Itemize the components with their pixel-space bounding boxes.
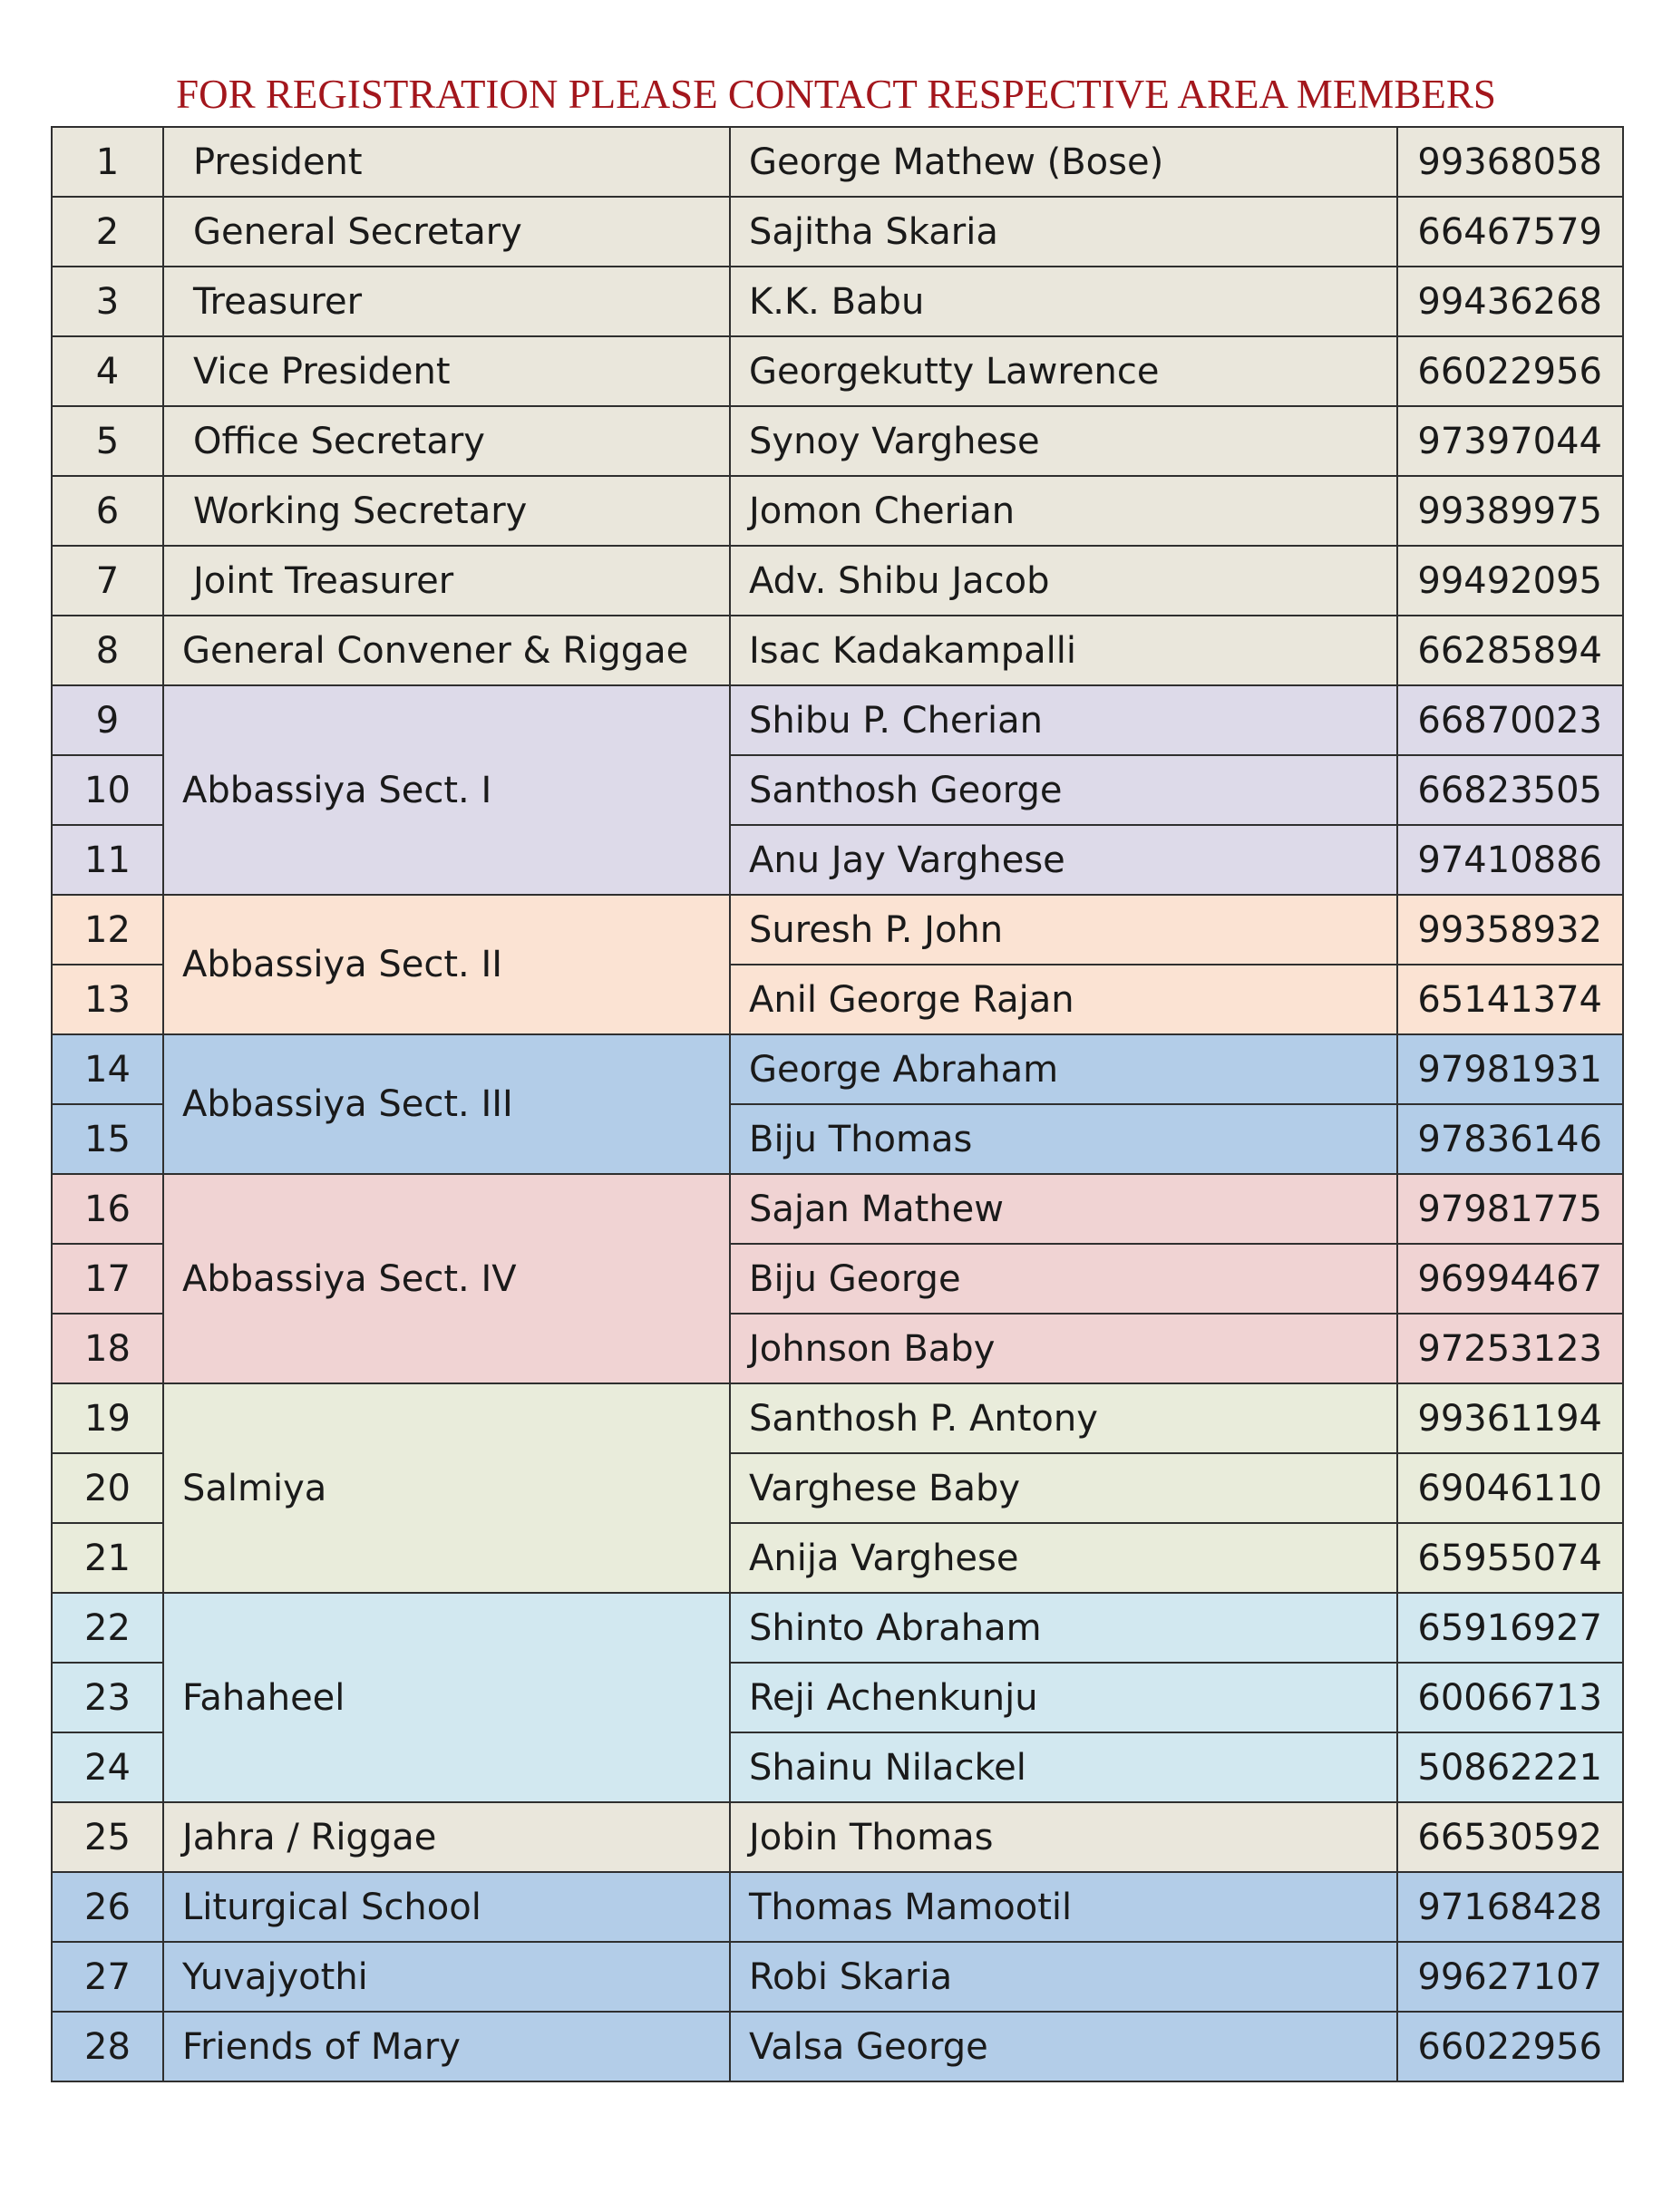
phone-number-cell: 60066713 <box>1397 1663 1623 1732</box>
member-name-cell: George Mathew (Bose) <box>730 127 1397 197</box>
member-name-cell: Adv. Shibu Jacob <box>730 546 1397 616</box>
phone-number-cell: 66823505 <box>1397 755 1623 825</box>
table-row <box>52 1034 1623 1104</box>
role-area-cell: Abbassiya Sect. IV <box>163 1174 730 1383</box>
role-area-cell: Treasurer <box>163 267 730 336</box>
phone-number-cell: 66467579 <box>1397 197 1623 267</box>
serial-number-cell: 10 <box>52 755 163 825</box>
role-area-cell: Vice President <box>163 336 730 406</box>
table-row <box>52 1383 1623 1453</box>
member-name-cell: Santhosh P. Antony <box>730 1383 1397 1453</box>
serial-number-cell: 1 <box>52 127 163 197</box>
member-name-cell: Biju George <box>730 1244 1397 1314</box>
member-name-cell: Shainu Nilackel <box>730 1732 1397 1802</box>
table-row <box>52 1593 1623 1663</box>
member-name-cell: Reji Achenkunju <box>730 1663 1397 1732</box>
member-name-cell: Santhosh George <box>730 755 1397 825</box>
serial-number-cell: 19 <box>52 1383 163 1453</box>
phone-number-cell: 65916927 <box>1397 1593 1623 1663</box>
phone-number-cell: 99436268 <box>1397 267 1623 336</box>
phone-number-cell: 50862221 <box>1397 1732 1623 1802</box>
phone-number-cell: 66530592 <box>1397 1802 1623 1872</box>
serial-number-cell: 2 <box>52 197 163 267</box>
table-row <box>52 127 1623 197</box>
serial-number-cell: 9 <box>52 685 163 755</box>
member-name-cell: Shibu P. Cherian <box>730 685 1397 755</box>
role-area-cell: Jahra / Riggae <box>163 1802 730 1872</box>
phone-number-cell: 97836146 <box>1397 1104 1623 1174</box>
serial-number-cell: 5 <box>52 406 163 476</box>
phone-number-cell: 66022956 <box>1397 2012 1623 2081</box>
serial-number-cell: 27 <box>52 1942 163 2012</box>
phone-number-cell: 66870023 <box>1397 685 1623 755</box>
serial-number-cell: 4 <box>52 336 163 406</box>
role-area-cell: Fahaheel <box>163 1593 730 1802</box>
member-name-cell: Thomas Mamootil <box>730 1872 1397 1942</box>
member-name-cell: Jomon Cherian <box>730 476 1397 546</box>
phone-number-cell: 97410886 <box>1397 825 1623 895</box>
serial-number-cell: 7 <box>52 546 163 616</box>
phone-number-cell: 66285894 <box>1397 616 1623 685</box>
member-name-cell: Sajitha Skaria <box>730 197 1397 267</box>
phone-number-cell: 99368058 <box>1397 127 1623 197</box>
serial-number-cell: 22 <box>52 1593 163 1663</box>
member-name-cell: Anil George Rajan <box>730 965 1397 1034</box>
phone-number-cell: 65955074 <box>1397 1523 1623 1593</box>
member-name-cell: George Abraham <box>730 1034 1397 1104</box>
member-name-cell: Anu Jay Varghese <box>730 825 1397 895</box>
member-name-cell: Synoy Varghese <box>730 406 1397 476</box>
table-row <box>52 406 1623 476</box>
phone-number-cell: 99627107 <box>1397 1942 1623 2012</box>
table-row <box>52 197 1623 267</box>
role-area-cell: Working Secretary <box>163 476 730 546</box>
page-title: FOR REGISTRATION PLEASE CONTACT RESPECTIVE AREA MEMBERS <box>176 72 1496 117</box>
member-name-cell: Sajan Mathew <box>730 1174 1397 1244</box>
serial-number-cell: 8 <box>52 616 163 685</box>
role-area-cell: Salmiya <box>163 1383 730 1593</box>
phone-number-cell: 97981931 <box>1397 1034 1623 1104</box>
role-area-cell: General Convener & Riggae <box>163 616 730 685</box>
member-name-cell: Robi Skaria <box>730 1942 1397 2012</box>
phone-number-cell: 99492095 <box>1397 546 1623 616</box>
member-name-cell: Georgekutty Lawrence <box>730 336 1397 406</box>
role-area-cell: Liturgical School <box>163 1872 730 1942</box>
role-area-cell: Abbassiya Sect. III <box>163 1034 730 1174</box>
phone-number-cell: 97253123 <box>1397 1314 1623 1383</box>
phone-number-cell: 66022956 <box>1397 336 1623 406</box>
serial-number-cell: 14 <box>52 1034 163 1104</box>
serial-number-cell: 16 <box>52 1174 163 1244</box>
table-row <box>52 476 1623 546</box>
serial-number-cell: 20 <box>52 1453 163 1523</box>
role-area-cell: Abbassiya Sect. I <box>163 685 730 895</box>
phone-number-cell: 97981775 <box>1397 1174 1623 1244</box>
phone-number-cell: 99361194 <box>1397 1383 1623 1453</box>
member-name-cell: Shinto Abraham <box>730 1593 1397 1663</box>
table-row <box>52 267 1623 336</box>
serial-number-cell: 12 <box>52 895 163 965</box>
serial-number-cell: 11 <box>52 825 163 895</box>
phone-number-cell: 99389975 <box>1397 476 1623 546</box>
serial-number-cell: 17 <box>52 1244 163 1314</box>
role-area-cell: General Secretary <box>163 197 730 267</box>
role-area-cell: Office Secretary <box>163 406 730 476</box>
serial-number-cell: 18 <box>52 1314 163 1383</box>
member-name-cell: Suresh P. John <box>730 895 1397 965</box>
phone-number-cell: 69046110 <box>1397 1453 1623 1523</box>
serial-number-cell: 13 <box>52 965 163 1034</box>
role-area-cell: Yuvajyothi <box>163 1942 730 2012</box>
phone-number-cell: 96994467 <box>1397 1244 1623 1314</box>
serial-number-cell: 25 <box>52 1802 163 1872</box>
phone-number-cell: 97397044 <box>1397 406 1623 476</box>
member-name-cell: Varghese Baby <box>730 1453 1397 1523</box>
member-name-cell: Biju Thomas <box>730 1104 1397 1174</box>
role-area-cell: President <box>163 127 730 197</box>
serial-number-cell: 21 <box>52 1523 163 1593</box>
serial-number-cell: 24 <box>52 1732 163 1802</box>
table-row <box>52 1942 1623 2012</box>
contacts-table <box>51 126 1624 2082</box>
member-name-cell: Isac Kadakampalli <box>730 616 1397 685</box>
table-row <box>52 336 1623 406</box>
serial-number-cell: 6 <box>52 476 163 546</box>
table-row <box>52 616 1623 685</box>
role-area-cell: Abbassiya Sect. II <box>163 895 730 1034</box>
member-name-cell: Anija Varghese <box>730 1523 1397 1593</box>
phone-number-cell: 97168428 <box>1397 1872 1623 1942</box>
table-row <box>52 2012 1623 2081</box>
member-name-cell: Valsa George <box>730 2012 1397 2081</box>
table-row <box>52 685 1623 755</box>
phone-number-cell: 99358932 <box>1397 895 1623 965</box>
table-row <box>52 1872 1623 1942</box>
role-area-cell: Joint Treasurer <box>163 546 730 616</box>
member-name-cell: Johnson Baby <box>730 1314 1397 1383</box>
serial-number-cell: 28 <box>52 2012 163 2081</box>
phone-number-cell: 65141374 <box>1397 965 1623 1034</box>
role-area-cell: Friends of Mary <box>163 2012 730 2081</box>
serial-number-cell: 15 <box>52 1104 163 1174</box>
table-row <box>52 895 1623 965</box>
table-row <box>52 546 1623 616</box>
serial-number-cell: 3 <box>52 267 163 336</box>
serial-number-cell: 26 <box>52 1872 163 1942</box>
contacts-table-body <box>52 127 1623 2081</box>
table-row <box>52 1174 1623 1244</box>
serial-number-cell: 23 <box>52 1663 163 1732</box>
member-name-cell: K.K. Babu <box>730 267 1397 336</box>
table-row <box>52 1802 1623 1872</box>
member-name-cell: Jobin Thomas <box>730 1802 1397 1872</box>
